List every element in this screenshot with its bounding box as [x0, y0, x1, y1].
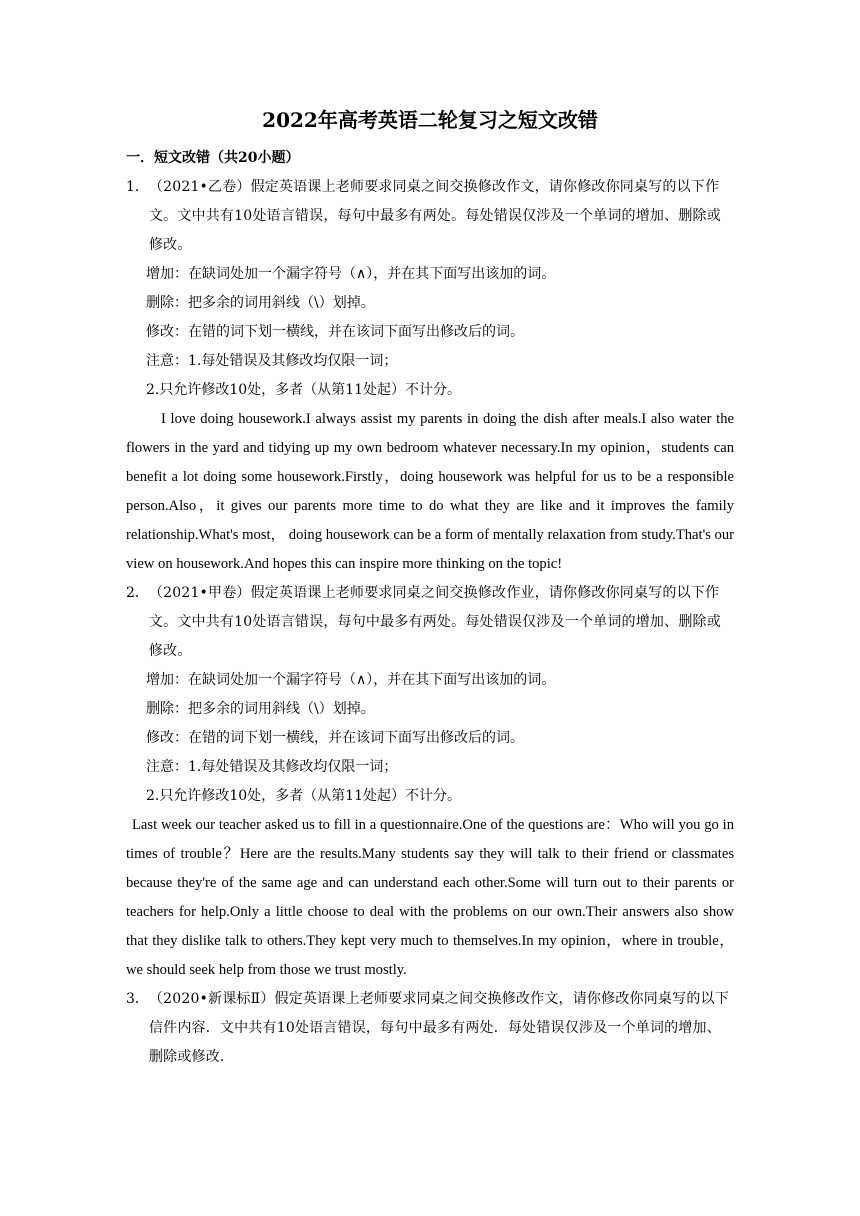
- question-3-number: 3．: [126, 991, 149, 1007]
- instruction-add: 增加：在缺词处加一个漏字符号（∧），并在其下面写出该加的词。: [146, 266, 556, 282]
- question-2-body: [149, 579, 734, 666]
- question-3: [126, 985, 734, 1072]
- instruction-note-1: 注意：1.每处错误及其修改均仅限一词；: [146, 759, 398, 775]
- question-1: [126, 173, 734, 579]
- instruction-modify: 修改：在错的词下划一横线，并在该词下面写出修改后的词。: [146, 730, 524, 746]
- instruction-add: 增加：在缺词处加一个漏字符号（∧），并在其下面写出该加的词。: [146, 672, 556, 688]
- question-3-body: [149, 985, 734, 1072]
- question-1-intro: （2021•乙卷）假定英语课上老师要求同桌之间交换修改作文，请你修改你同桌写的以下作文。文中共有10处语言错误，每句中最多有两处。每处错误仅涉及一个单词的增加、删除或修改。: [148, 179, 721, 253]
- document-title: 2022年高考英语二轮复习之短文改错: [262, 108, 598, 132]
- question-2: [126, 579, 734, 985]
- question-1-number: 1．: [126, 179, 149, 195]
- question-2-number: 2．: [126, 585, 149, 601]
- question-2-passage: Last week our teacher asked us to fill in a questionnaire.One of the questions are：Who will you go in times of trouble？Here are the results.Many students say they will talk to their friend or classmates because they're of the same age and can understand each other.Some will turn out to their parents or teachers for help.Only a little choose to deal with the problems on our own.Their answers also show that they dislike talk to others.They kept very much to themselves.In my opinion，where in trouble，we should seek help from those we trust mostly.: [126, 817, 734, 978]
- question-3-intro: （2020•新课标Ⅱ）假定英语课上老师要求同桌之间交换修改作文，请你修改你同桌写的以下信件内容．文中共有10处语言错误，每句中最多有两处．每处错误仅涉及一个单词的增加、删除或修改．: [148, 991, 729, 1065]
- instruction-note-2: 2.只允许修改10处，多者（从第11处起）不计分。: [146, 788, 461, 804]
- instruction-delete: 删除：把多余的词用斜线（\）划掉。: [146, 295, 375, 311]
- instruction-note-1: 注意：1.每处错误及其修改均仅限一词；: [146, 353, 398, 369]
- question-1-passage: I love doing housework.I always assist my parents in doing the dish after meals.I also water the flowers in the yard and tidying up my own bedroom whatever necessary.In my opinion，students can benefit a lot doing some housework.Firstly，doing housework was helpful for us to be a responsible person.Also，it gives our parents more time to do what they are like and it improves the family relationship.What's most， doing housework can be a form of mentally relaxation from study.That's our view on housework.And hopes this can inspire more thinking on the topic!: [126, 411, 734, 572]
- question-2-intro: （2021•甲卷）假定英语课上老师要求同桌之间交换修改作业，请你修改你同桌写的以下作文。文中共有10处语言错误，每句中最多有两处。每处错误仅涉及一个单词的增加、删除或修改。: [148, 585, 721, 659]
- section-heading: 一．短文改错（共20小题）: [126, 150, 300, 166]
- question-2-header: [126, 579, 734, 666]
- question-2-instructions: [126, 666, 734, 811]
- question-3-header: [126, 985, 734, 1072]
- question-1-body: [149, 173, 734, 260]
- instruction-delete: 删除：把多余的词用斜线（\）划掉。: [146, 701, 375, 717]
- question-1-instructions: [126, 260, 734, 405]
- question-1-header: [126, 173, 734, 260]
- instruction-modify: 修改：在错的词下划一横线，并在该词下面写出修改后的词。: [146, 324, 524, 340]
- instruction-note-2: 2.只允许修改10处，多者（从第11处起）不计分。: [146, 382, 461, 398]
